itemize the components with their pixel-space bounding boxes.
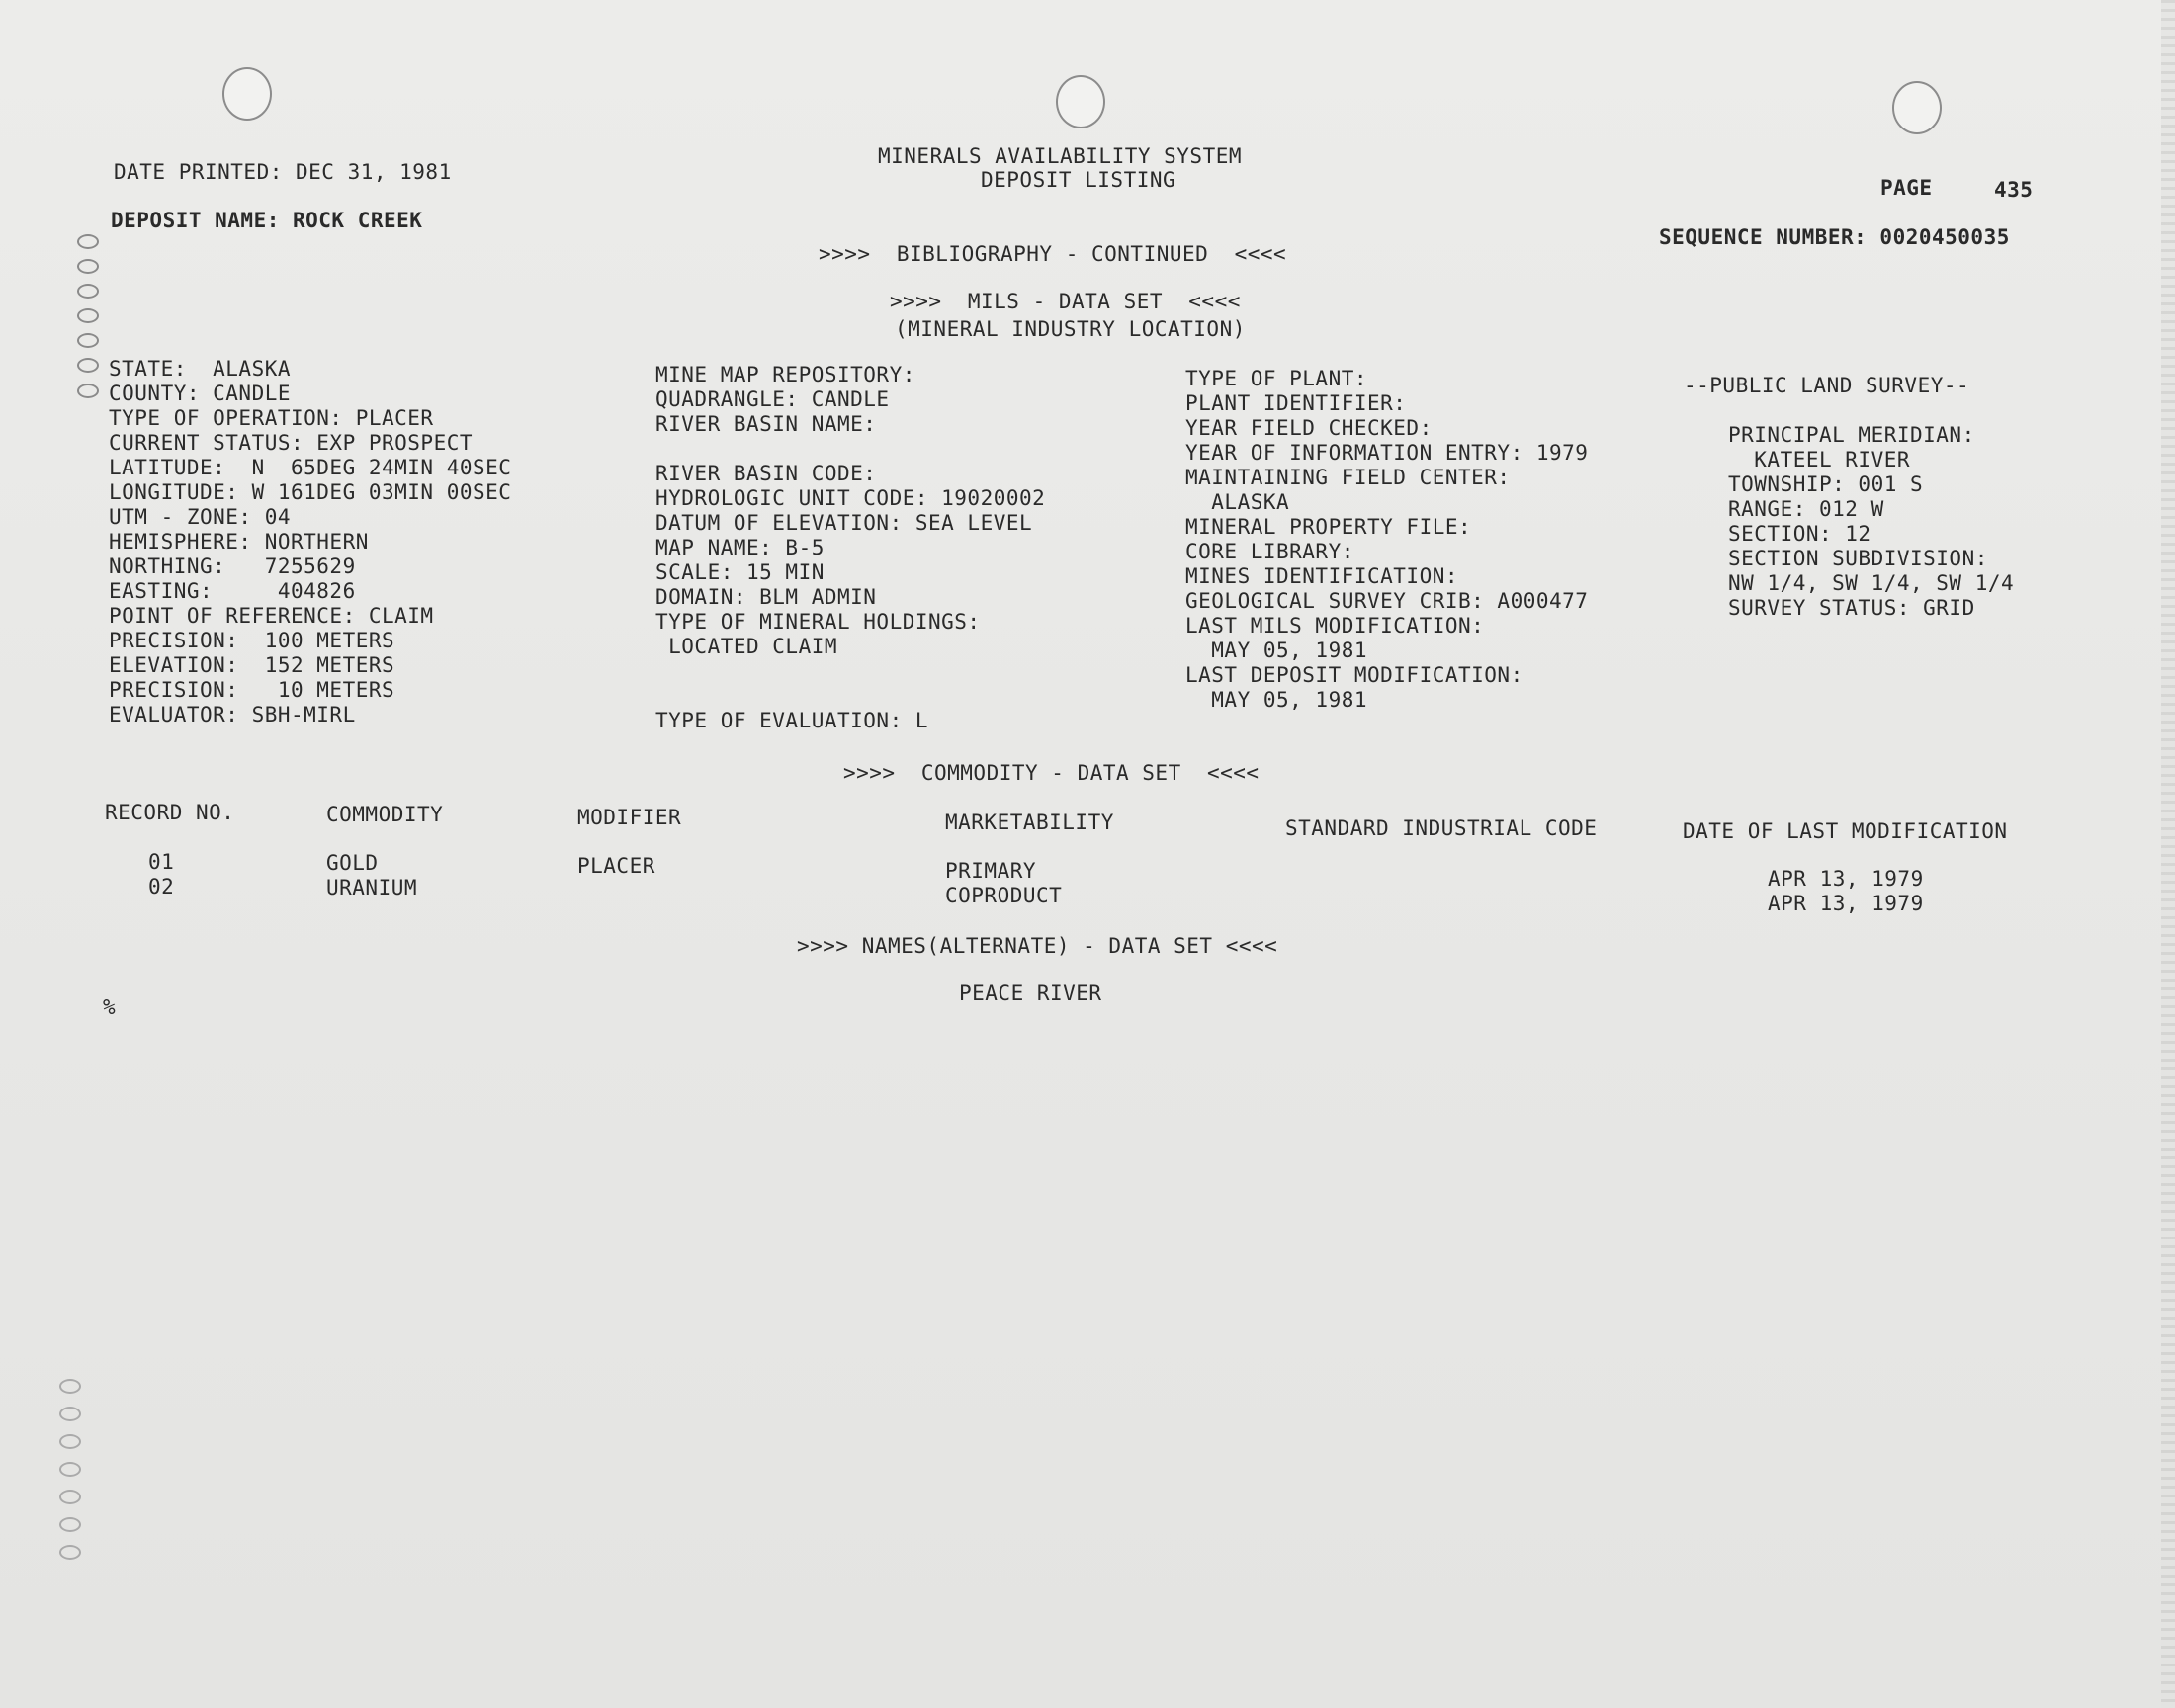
faint-feed-marks bbox=[59, 1379, 77, 1606]
col-header-record: RECORD NO. bbox=[105, 801, 235, 824]
field-line: KATEEL RIVER bbox=[1728, 448, 1911, 471]
field-line: MAY 05, 1981 bbox=[1185, 639, 1368, 662]
deposit-name: DEPOSIT NAME: ROCK CREEK bbox=[111, 209, 423, 232]
field-line: HYDROLOGIC UNIT CODE: 19020002 bbox=[655, 486, 1046, 510]
table-cell-date: APR 13, 1979 bbox=[1768, 867, 1924, 891]
feed-mark bbox=[77, 358, 99, 373]
field-line: SURVEY STATUS: GRID bbox=[1728, 596, 1975, 620]
page-number: 435 bbox=[1994, 178, 2034, 202]
punch-hole-center bbox=[1056, 75, 1105, 128]
commodity-heading: >>>> COMMODITY - DATA SET <<<< bbox=[843, 761, 1260, 785]
field-line: HEMISPHERE: NORTHERN bbox=[109, 530, 369, 554]
field-line: TYPE OF MINERAL HOLDINGS: bbox=[655, 610, 981, 634]
feed-mark bbox=[77, 308, 99, 323]
feed-mark bbox=[77, 284, 99, 299]
field-line: EASTING: 404826 bbox=[109, 579, 356, 603]
field-line: YEAR FIELD CHECKED: bbox=[1185, 416, 1433, 440]
field-line: MINE MAP REPOSITORY: bbox=[655, 363, 915, 386]
field-line: UTM - ZONE: 04 bbox=[109, 505, 292, 529]
field-line: DOMAIN: BLM ADMIN bbox=[655, 585, 877, 609]
field-line bbox=[655, 684, 1045, 709]
bibliography-heading: >>>> BIBLIOGRAPHY - CONTINUED <<<< bbox=[819, 242, 1287, 266]
land-survey-title: --PUBLIC LAND SURVEY-- bbox=[1684, 374, 1970, 397]
table-cell-marketability: COPRODUCT bbox=[945, 884, 1063, 907]
alternate-name: PEACE RIVER bbox=[959, 982, 1102, 1005]
field-line: COUNTY: CANDLE bbox=[109, 382, 292, 405]
system-title: MINERALS AVAILABILITY SYSTEM bbox=[878, 144, 1243, 168]
date-printed: DATE PRINTED: DEC 31, 1981 bbox=[114, 160, 452, 184]
field-line: LAST DEPOSIT MODIFICATION: bbox=[1185, 663, 1523, 687]
names-heading: >>>> NAMES(ALTERNATE) - DATA SET <<<< bbox=[797, 934, 1278, 958]
field-line: TOWNSHIP: 001 S bbox=[1728, 472, 1924, 496]
punch-hole-right bbox=[1892, 81, 1942, 134]
table-cell-record: 02 bbox=[148, 875, 175, 898]
field-line: MINERAL PROPERTY FILE: bbox=[1185, 515, 1472, 539]
field-line: RANGE: 012 W bbox=[1728, 497, 1884, 521]
field-line: CORE LIBRARY: bbox=[1185, 540, 1354, 563]
mils-subheading: (MINERAL INDUSTRY LOCATION) bbox=[895, 317, 1246, 341]
field-line: SECTION: 12 bbox=[1728, 522, 1871, 546]
field-line: TYPE OF EVALUATION: L bbox=[655, 709, 929, 732]
feed-mark bbox=[77, 333, 99, 348]
field-line: RIVER BASIN NAME: bbox=[655, 412, 877, 436]
table-cell-modifier: PLACER bbox=[577, 854, 655, 878]
feed-mark bbox=[77, 234, 99, 249]
footer-mark: % bbox=[103, 995, 117, 1019]
field-line: MAINTAINING FIELD CENTER: bbox=[1185, 466, 1511, 489]
col-header-sic: STANDARD INDUSTRIAL CODE bbox=[1285, 816, 1598, 840]
field-line: GEOLOGICAL SURVEY CRIB: A000477 bbox=[1185, 589, 1589, 613]
field-line: MINES IDENTIFICATION: bbox=[1185, 564, 1459, 588]
field-line: LAST MILS MODIFICATION: bbox=[1185, 614, 1485, 638]
table-cell-commodity: GOLD bbox=[326, 851, 379, 875]
plant-column bbox=[1185, 367, 1588, 713]
col-header-date: DATE OF LAST MODIFICATION bbox=[1683, 819, 2008, 843]
field-line: STATE: ALASKA bbox=[109, 357, 292, 381]
field-line: PRINCIPAL MERIDIAN: bbox=[1728, 423, 1975, 447]
sequence-number: SEQUENCE NUMBER: 0020450035 bbox=[1659, 225, 2010, 249]
field-line: CURRENT STATUS: EXP PROSPECT bbox=[109, 431, 474, 455]
table-cell-marketability: PRIMARY bbox=[945, 859, 1037, 883]
field-line: SECTION SUBDIVISION: bbox=[1728, 547, 1988, 570]
field-line bbox=[655, 659, 1045, 684]
field-line: QUADRANGLE: CANDLE bbox=[655, 387, 890, 411]
field-line: TYPE OF PLANT: bbox=[1185, 367, 1368, 390]
page-label: PAGE bbox=[1880, 176, 1933, 200]
location-column bbox=[109, 357, 511, 727]
field-line: PRECISION: 10 METERS bbox=[109, 678, 395, 702]
table-cell-record: 01 bbox=[148, 850, 175, 874]
scan-edge bbox=[2161, 0, 2175, 1708]
field-line: POINT OF REFERENCE: CLAIM bbox=[109, 604, 434, 628]
punch-hole-left bbox=[222, 67, 272, 121]
field-line: RIVER BASIN CODE: bbox=[655, 462, 877, 485]
mils-heading: >>>> MILS - DATA SET <<<< bbox=[890, 290, 1241, 313]
field-line: LOCATED CLAIM bbox=[655, 635, 838, 658]
table-cell-commodity: URANIUM bbox=[326, 876, 418, 899]
feed-mark bbox=[77, 259, 99, 274]
map-column bbox=[655, 363, 1045, 733]
field-line: DATUM OF ELEVATION: SEA LEVEL bbox=[655, 511, 1033, 535]
field-line: NW 1/4, SW 1/4, SW 1/4 bbox=[1728, 571, 2015, 595]
field-line: LONGITUDE: W 161DEG 03MIN 00SEC bbox=[109, 480, 512, 504]
listing-title: DEPOSIT LISTING bbox=[981, 168, 1176, 192]
field-line: MAP NAME: B-5 bbox=[655, 536, 825, 559]
field-line: ELEVATION: 152 METERS bbox=[109, 653, 395, 677]
field-line: SCALE: 15 MIN bbox=[655, 560, 825, 584]
col-header-commodity: COMMODITY bbox=[326, 803, 444, 826]
field-line: MAY 05, 1981 bbox=[1185, 688, 1368, 712]
col-header-marketability: MARKETABILITY bbox=[945, 811, 1114, 834]
field-line: ALASKA bbox=[1185, 490, 1290, 514]
field-line: LATITUDE: N 65DEG 24MIN 40SEC bbox=[109, 456, 512, 479]
field-line: TYPE OF OPERATION: PLACER bbox=[109, 406, 434, 430]
field-line: PRECISION: 100 METERS bbox=[109, 629, 395, 652]
land-survey-column bbox=[1728, 423, 2014, 621]
col-header-modifier: MODIFIER bbox=[577, 806, 682, 829]
field-line: NORTHING: 7255629 bbox=[109, 555, 356, 578]
field-line bbox=[655, 437, 1045, 462]
field-line: EVALUATOR: SBH-MIRL bbox=[109, 703, 356, 726]
field-line: YEAR OF INFORMATION ENTRY: 1979 bbox=[1185, 441, 1589, 465]
table-cell-date: APR 13, 1979 bbox=[1768, 892, 1924, 915]
feed-mark bbox=[77, 384, 99, 398]
field-line: PLANT IDENTIFIER: bbox=[1185, 391, 1407, 415]
